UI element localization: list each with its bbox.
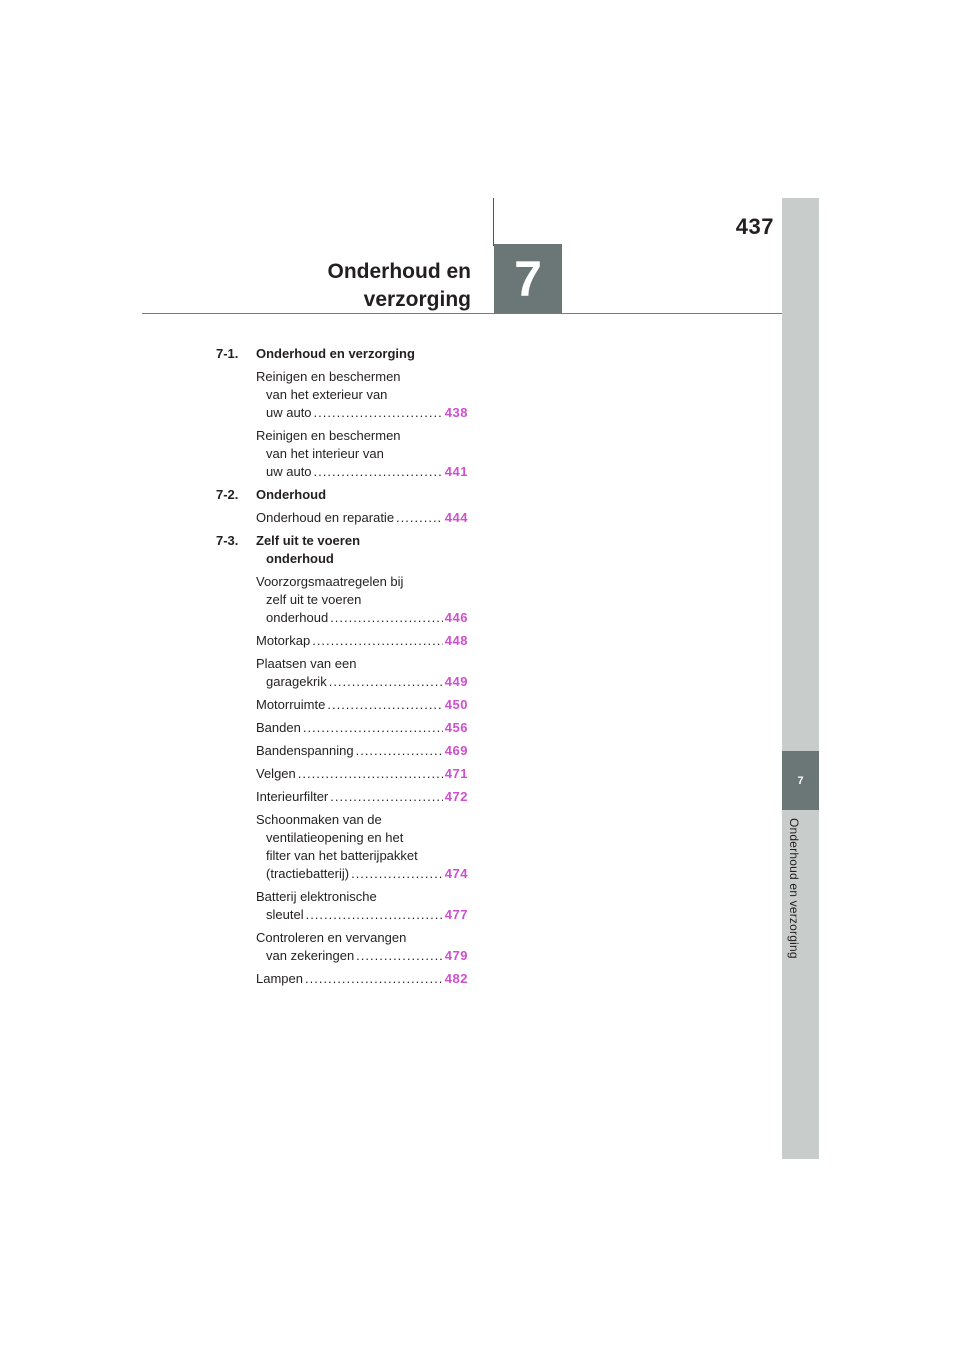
page-link[interactable]: 482	[444, 971, 468, 986]
entry-text: sleutel	[266, 907, 304, 922]
entry-text: garagekrik	[266, 674, 327, 689]
leader-dots	[314, 404, 443, 422]
page-link[interactable]: 469	[444, 743, 468, 758]
toc-entry[interactable]	[256, 573, 468, 627]
entry-text: onderhoud	[266, 610, 329, 625]
section-title: Onderhoud	[256, 487, 327, 502]
entry-text: Motorkap	[256, 633, 311, 648]
header-vertical-rule	[493, 198, 494, 246]
entry-text: (tractiebatterij)	[266, 866, 350, 881]
leader-dots	[327, 696, 442, 714]
page-link[interactable]: 456	[444, 720, 468, 735]
toc-section-7-2	[216, 486, 468, 504]
side-chapter-tab[interactable]: 7	[782, 751, 819, 810]
table-of-contents	[216, 345, 468, 993]
leader-dots	[351, 865, 443, 883]
entry-text: Velgen	[256, 766, 296, 781]
section-number: 7-3.	[216, 533, 239, 548]
entry-text: Banden	[256, 720, 301, 735]
toc-entry[interactable]	[256, 719, 468, 737]
toc-section-7-3	[216, 532, 468, 568]
chapter-title-line2: verzorging	[363, 288, 471, 311]
entry-text: uw auto	[266, 464, 312, 479]
entry-text: van het interieur van	[266, 446, 384, 461]
toc-entry[interactable]	[256, 509, 468, 527]
side-chapter-label: Onderhoud en verzorging	[787, 818, 801, 959]
entry-text: Controleren en vervangen	[256, 930, 407, 945]
section-title	[256, 532, 468, 568]
entry-text: Batterij elektronische	[256, 889, 377, 904]
leader-dots	[314, 463, 443, 481]
leader-dots	[306, 906, 443, 924]
toc-entry[interactable]	[256, 788, 468, 806]
page-link[interactable]: 441	[444, 464, 468, 479]
page-link[interactable]: 446	[444, 610, 468, 625]
leader-dots	[312, 632, 443, 650]
leader-dots	[330, 788, 443, 806]
page-link[interactable]: 448	[444, 633, 468, 648]
entry-text: van het exterieur van	[266, 387, 388, 402]
entry-text: Plaatsen van een	[256, 656, 357, 671]
page-link[interactable]: 444	[444, 510, 468, 525]
entry-text: Interieurfilter	[256, 789, 329, 804]
entry-text: zelf uit te voeren	[266, 592, 362, 607]
entry-text: Reinigen en beschermen	[256, 369, 401, 384]
leader-dots	[298, 765, 443, 783]
toc-entry[interactable]	[256, 970, 468, 988]
entry-text: Voorzorgsmaatregelen bij	[256, 574, 404, 589]
entry-text: Reinigen en beschermen	[256, 428, 401, 443]
page-link[interactable]: 477	[444, 907, 468, 922]
page-link[interactable]: 474	[444, 866, 468, 881]
side-strip	[782, 198, 819, 1159]
page-link[interactable]: 450	[444, 697, 468, 712]
section-number: 7-2.	[216, 487, 239, 502]
page-link[interactable]: 449	[444, 674, 468, 689]
section-title-line1: Zelf uit te voeren	[256, 533, 361, 548]
page-link[interactable]: 471	[444, 766, 468, 781]
toc-entry[interactable]	[256, 929, 468, 965]
toc-entry[interactable]	[256, 632, 468, 650]
entry-text: filter van het batterijpakket	[266, 848, 418, 863]
chapter-number-box: 7	[494, 244, 562, 313]
page-link[interactable]: 472	[444, 789, 468, 804]
entry-text: Motorruimte	[256, 697, 326, 712]
page-link[interactable]: 479	[444, 948, 468, 963]
entry-text: Onderhoud en reparatie	[256, 510, 395, 525]
section-number: 7-1.	[216, 346, 239, 361]
entry-text: van zekeringen	[266, 948, 355, 963]
leader-dots	[330, 609, 443, 627]
leader-dots	[356, 742, 443, 760]
toc-entry[interactable]	[256, 742, 468, 760]
entry-text: uw auto	[266, 405, 312, 420]
toc-section-7-1	[216, 345, 468, 363]
toc-entry[interactable]	[256, 427, 468, 481]
section-title-line2: onderhoud	[266, 551, 334, 566]
leader-dots	[356, 947, 443, 965]
entry-text: ventilatieopening en het	[266, 830, 404, 845]
toc-entry[interactable]	[256, 765, 468, 783]
page-link[interactable]: 438	[444, 405, 468, 420]
toc-entry[interactable]	[256, 888, 468, 924]
entry-text: Schoonmaken van de	[256, 812, 382, 827]
leader-dots	[305, 970, 443, 988]
toc-entry[interactable]	[256, 696, 468, 714]
page-number: 437	[735, 214, 774, 239]
section-title: Onderhoud en verzorging	[256, 346, 415, 361]
leader-dots	[329, 673, 443, 691]
entry-text: Lampen	[256, 971, 303, 986]
leader-dots	[396, 509, 443, 527]
chapter-title	[328, 258, 472, 314]
chapter-title-line1: Onderhoud en	[327, 260, 471, 283]
toc-entry[interactable]	[256, 655, 468, 691]
toc-entry[interactable]	[256, 811, 468, 883]
toc-entry[interactable]	[256, 368, 468, 422]
leader-dots	[303, 719, 443, 737]
entry-text: Bandenspanning	[256, 743, 354, 758]
